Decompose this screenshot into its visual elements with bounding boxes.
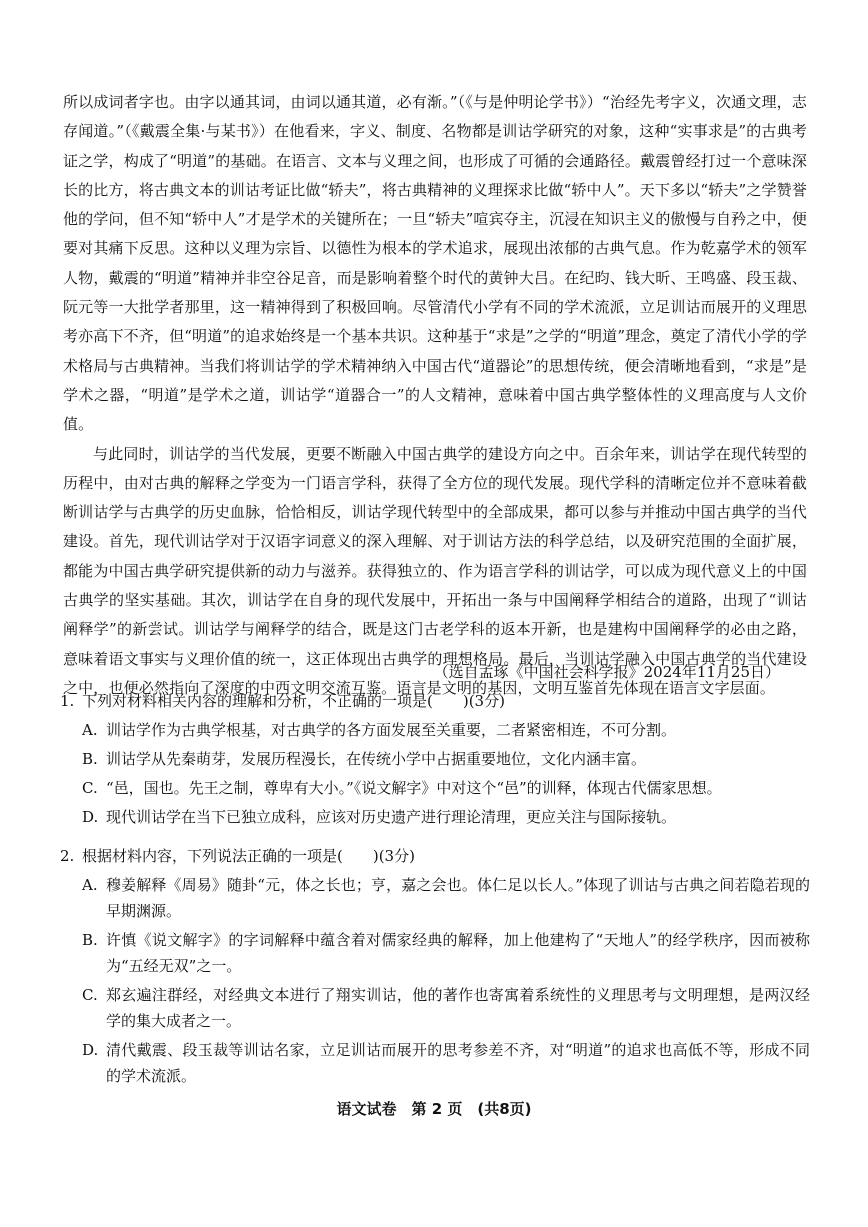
option-c <box>60 982 810 1034</box>
option-c <box>60 775 810 801</box>
option-letter: B. <box>82 750 98 768</box>
option-text: 清代戴震、段玉裁等训诂名家，立足训诂而展开的思考参差不齐，对“明道”的追求也高低不等，形成不同的学术流派。 <box>106 1041 810 1085</box>
option-d <box>60 804 810 830</box>
option-text: “邑，国也。先王之制，尊卑有大小。”《说文解字》中对这个“邑”的训释，体现古代儒家思想。 <box>106 779 722 797</box>
option-b <box>60 746 810 772</box>
option-text: 训诂学作为古典学根基，对古典学的各方面发展至关重要，二者紧密相连，不可分割。 <box>106 721 677 739</box>
option-letter: A. <box>82 721 98 739</box>
question-stem <box>60 688 810 714</box>
option-letter: C. <box>82 779 98 797</box>
passage-source: （选自孟琢《中国社会科学报》2024年11月25日） <box>433 663 780 681</box>
option-a <box>60 717 810 743</box>
question-text: 根据材料内容，下列说法正确的一项是( )(3分) <box>82 847 415 865</box>
question-text: 下列对材料相关内容的理解和分析，不正确的一项是( )(3分) <box>82 692 505 710</box>
option-letter: B. <box>82 931 98 949</box>
option-a <box>60 872 810 924</box>
option-text: 训诂学从先秦萌芽，发展历程漫长，在传统小学中占据重要地位，文化内涵丰富。 <box>106 750 647 768</box>
reading-passage <box>63 88 807 703</box>
option-d <box>60 1037 810 1089</box>
passage-paragraph: 与此同时，训诂学的当代发展，更要不断融入中国古典学的建设方向之中。百余年来，训诂学在现代转型的历程中，由对古典的解释之学变为一门语言学科，获得了全方位的现代发展。现代学科的清晰定位并不意味着截断训诂学与古典学的历史血脉，恰恰相反，训诂学现代转型中的全部成果，都可以参与并推动中国古典学的当代建设。首先，现代训诂学对于汉语字词意义的深入理解、对于训诂方法的科学总结，以及研究范围的全面扩展，都能为中国古典学研究提供新的动力与滋养。获得独立的、作为语言学科的训诂学，可以成为现代意义上的中国古典学的坚实基础。其次，训诂学在自身的现代发展中，开拓出一条与中国阐释学相结合的道路，出现了“训诂阐释学”的新尝试。训诂学与阐释学的结合，既是这门古老学科的返本开新，也是建构中国阐释学的必由之路，意味着语文事实与义理价值的统一，这正体现出古典学的理想格局。最后，当训诂学融入中国古典学的当代建设之中，也便必然指向了深度的中西文明交流互鉴。语言是文明的基因，文明互鉴首先体现在语言文字层面。 <box>63 444 807 697</box>
option-b <box>60 927 810 979</box>
question-number: 1. <box>60 692 75 710</box>
option-text: 现代训诂学在当下已独立成科，应该对历史遗产进行理论清理，更应关注与国际接轨。 <box>106 808 677 826</box>
page-footer: 语文试卷 第 2 页 (共8页) <box>336 1100 532 1118</box>
option-letter: A. <box>82 876 98 894</box>
option-letter: C. <box>82 986 98 1004</box>
option-text: 穆姜解释《周易》随卦“元，体之长也；亨，嘉之会也。体仁足以长人。”体现了训诂与古典之间若隐若现的早期渊源。 <box>106 876 810 920</box>
question-2 <box>60 843 810 1089</box>
option-text: 郑玄遍注群经，对经典文本进行了翔实训诂，他的著作也寄寓着系统性的义理思考与文明理想，是两汉经学的集大成者之一。 <box>106 986 810 1030</box>
option-text: 许慎《说文解字》的字词解释中蕴含着对儒家经典的解释，加上他建构了“天地人”的经学秩序，因而被称为“五经无双”之一。 <box>106 931 810 975</box>
option-letter: D. <box>82 808 99 826</box>
passage-paragraph: 所以成词者字也。由字以通其词，由词以通其道，必有渐。”（《与是仲明论学书》）“治经先考字义，次通文理，志存闻道。”（《戴震全集·与某书》）在他看来，字义、制度、名物都是训诂学研究的对象，这种“实事求是”的古典考证之学，构成了“明道”的基础。在语言、文本与义理之间，也形成了可循的会通路径。戴震曾经打过一个意味深长的比方，将古典文本的训诂考证比做“轿夫”，将古典精神的义理探求比做“轿中人”。天下多以“轿夫”之学赞誉他的学问，但不知“轿中人”才是学术的关键所在；一旦“轿夫”喧宾夺主，沉浸在知识主义的傲慢与自矜之中，便要对其痛下反思。这种以义理为宗旨、以德性为根本的学术追求，展现出浓郁的古典气息。作为乾嘉学术的领军人物，戴震的“明道”精神并非空谷足音，而是影响着整个时代的黄钟大吕。在纪昀、钱大昕、王鸣盛、段玉裁、阮元等一大批学者那里，这一精神得到了积极回响。尽管清代小学有不同的学术流派，立足训诂而展开的义理思考亦高下不齐，但“明道”的追求始终是一个基本共识。这种基于“求是”之学的“明道”理念，奠定了清代小学的学术格局与古典精神。当我们将训诂学的学术精神纳入中国古代“道器论”的思想传统，便会清晰地看到，“求是”是学术之器，“明道”是学术之道，训诂学“道器合一”的人文精神，意味着中国古典学整体性的义理高度与人文价值。 <box>63 93 807 434</box>
option-letter: D. <box>82 1041 99 1059</box>
question-stem <box>60 843 810 869</box>
question-number: 2. <box>60 847 75 865</box>
question-1 <box>60 688 810 830</box>
